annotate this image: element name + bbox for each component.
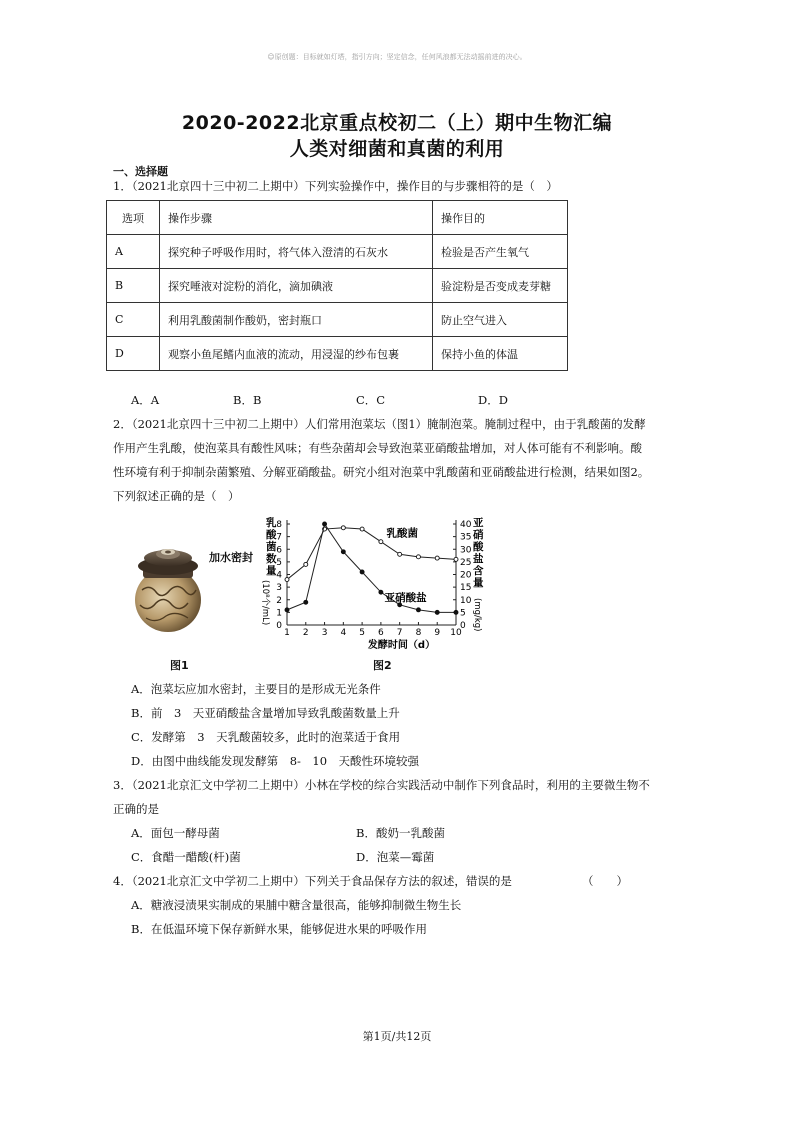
right-axis-unit: (mg/kg)	[472, 598, 482, 632]
q1-choice-c: C．C	[356, 393, 386, 407]
data-point	[398, 552, 402, 556]
data-point	[416, 608, 420, 612]
table-cell: A	[107, 235, 160, 269]
q4-choice-a: A．糖液浸渍果实制成的果脯中糖含量很高，能够抑制微生物生长	[131, 898, 462, 912]
data-point	[360, 570, 364, 574]
q2-choice-a: A．泡菜坛应加水密封，主要目的是形成无光条件	[131, 682, 381, 696]
data-point	[285, 578, 289, 582]
table-cell: D	[107, 337, 160, 371]
left-tick-label: 3	[276, 583, 282, 594]
right-tick-label: 25	[460, 557, 472, 568]
left-tick-label: 5	[276, 557, 282, 568]
data-point	[304, 600, 308, 604]
table-row	[107, 269, 568, 303]
right-axis-label: 亚硝酸盐含量	[473, 517, 484, 589]
x-tick-label: 5	[359, 628, 365, 638]
right-tick-label: 35	[460, 532, 472, 543]
table-cell: 防止空气进入	[433, 303, 568, 337]
x-tick-label: 1	[284, 628, 290, 638]
q3-choice-d: D．泡菜—霉菌	[356, 850, 435, 864]
table-cell: 探究种子呼吸作用时，将气体入澄清的石灰水	[160, 235, 433, 269]
series-label-lactobacillus: 乳酸菌	[386, 527, 419, 540]
q1-choice-a: A．A	[131, 393, 160, 407]
left-tick-label: 0	[276, 621, 282, 631]
data-point	[435, 556, 439, 560]
left-tick-label: 7	[276, 532, 282, 543]
page-subtitle: 人类对细菌和真菌的利用	[289, 138, 505, 160]
q1-table	[106, 200, 568, 371]
left-tick-label: 2	[276, 595, 282, 606]
table-header: 选项	[107, 201, 160, 235]
x-tick-label: 6	[378, 628, 384, 638]
x-tick-label: 7	[396, 628, 403, 638]
q1-choice-d: D．D	[478, 393, 508, 407]
table-cell: 利用乳酸菌制作酸奶，密封瓶口	[160, 303, 433, 337]
header-note: ☺原创题：目标就如灯塔，指引方向；坚定信念，任何风浪都无法动摇前进的决心。	[267, 53, 527, 61]
data-point	[323, 522, 327, 526]
right-tick-label: 10	[460, 595, 472, 606]
right-tick-label: 5	[460, 608, 466, 619]
data-point	[285, 608, 289, 612]
q3-choice-c: C．食醋一醋酸(杆)菌	[131, 850, 241, 864]
left-axis-label: 乳酸菌数量	[266, 517, 277, 577]
q2-stem-line: 2．（2021北京四十三中初二上期中）人们常用泡菜坛（图1）腌制泡菜。腌制过程中，由于乳酸菌的发酵	[113, 417, 646, 431]
x-tick-label: 8	[415, 628, 422, 638]
q3-stem-line: 正确的是	[113, 802, 159, 816]
data-point	[435, 610, 439, 614]
q1-stem: 1．（2021北京四十三中初二上期中）下列实验操作中，操作目的与步骤相符的是（ ）	[113, 179, 558, 193]
q3-choice-b: B．酸奶一乳酸菌	[356, 826, 445, 840]
right-tick-label: 15	[460, 583, 472, 594]
table-cell: 保持小鱼的体温	[433, 337, 568, 371]
data-point	[304, 562, 308, 566]
table-cell: C	[107, 303, 160, 337]
data-point	[416, 555, 420, 559]
table-row	[107, 303, 568, 337]
left-tick-label: 1	[276, 608, 282, 619]
data-point	[360, 527, 364, 531]
data-point	[454, 610, 458, 614]
table-row	[107, 235, 568, 269]
q3-choice-a: A．面包一酵母菌	[131, 826, 220, 840]
q2-stem-line: 作用产生乳酸，使泡菜具有酸性风味；有些杂菌却会导致泡菜亚硝酸盐增加，对人体可能有不利影响。酸	[113, 441, 642, 455]
q2-stem-line: 性环境有利于抑制杂菌繁殖、分解亚硝酸盐。研究小组对泡菜中乳酸菌和亚硝酸盐进行检测，结果如图2。	[113, 465, 650, 479]
table-row	[107, 337, 568, 371]
data-point	[454, 557, 458, 561]
q2-stem-line: 下列叙述正确的是（ ）	[113, 489, 240, 503]
table-cell: 观察小鱼尾鳍内血液的流动，用浸湿的纱布包裹	[160, 337, 433, 371]
fig2-label: 图2	[373, 659, 392, 672]
table-header: 操作步骤	[160, 201, 433, 235]
pickle-jar-figure	[128, 540, 208, 638]
page-title: 2020-2022北京重点校初二（上）期中生物汇编	[181, 112, 613, 134]
q2-choice-c: C．发酵第 3 天乳酸菌较多，此时的泡菜适于食用	[131, 730, 401, 744]
fermentation-chart	[258, 514, 488, 656]
right-tick-label: 30	[460, 545, 472, 556]
x-tick-label: 3	[321, 628, 328, 638]
table-cell: 检验是否产生氧气	[433, 235, 568, 269]
right-tick-label: 0	[460, 621, 466, 631]
section-heading: 一、选择题	[113, 165, 168, 178]
series-line	[287, 528, 456, 580]
left-tick-label: 6	[276, 545, 282, 556]
right-tick-label: 40	[460, 520, 472, 530]
right-tick-label: 20	[460, 570, 472, 581]
data-point	[379, 590, 383, 594]
left-tick-label: 8	[276, 520, 282, 530]
fig1-annotation: 加水密封	[209, 551, 253, 564]
table-header-row	[107, 201, 568, 235]
q4-stem: 4．（2021北京汇文中学初二上期中）下列关于食品保存方法的叙述，错误的是	[113, 874, 512, 888]
series-label-nitrite: 亚硝酸盐	[384, 592, 427, 605]
x-tick-label: 9	[434, 628, 441, 638]
q2-choice-b: B．前 3 天亚硝酸盐含量增加导致乳酸菌数量上升	[131, 706, 400, 720]
q3-stem-line: 3．（2021北京汇文中学初二上期中）小林在学校的综合实践活动中制作下列食品时，利用的主要微生物不	[113, 778, 650, 792]
x-tick-label: 4	[340, 628, 347, 638]
left-axis-unit: (10⁸个/mL)	[260, 580, 270, 626]
q2-choice-d: D．由图中曲线能发现发酵第 8- 10 天酸性环境较强	[131, 754, 420, 768]
q1-choice-b: B．B	[233, 393, 262, 407]
fig1-label: 图1	[170, 659, 189, 672]
left-tick-label: 4	[276, 570, 282, 581]
x-axis-label: 发酵时间（d）	[367, 640, 436, 651]
table-cell: 验淀粉是否变成麦芽糖	[433, 269, 568, 303]
page-footer: 第1页/共12页	[362, 1030, 432, 1043]
data-point	[379, 540, 383, 544]
table-cell: 探究唾液对淀粉的消化，滴加碘液	[160, 269, 433, 303]
q4-choice-b: B．在低温环境下保存新鲜水果，能够促进水果的呼吸作用	[131, 922, 427, 936]
q4-bracket: （ ）	[582, 874, 628, 888]
series-line	[287, 524, 456, 612]
x-tick-label: 10	[450, 628, 462, 638]
x-tick-label: 2	[302, 628, 309, 638]
data-point	[341, 550, 345, 554]
data-point	[341, 526, 345, 530]
table-cell: B	[107, 269, 160, 303]
table-header: 操作目的	[433, 201, 568, 235]
